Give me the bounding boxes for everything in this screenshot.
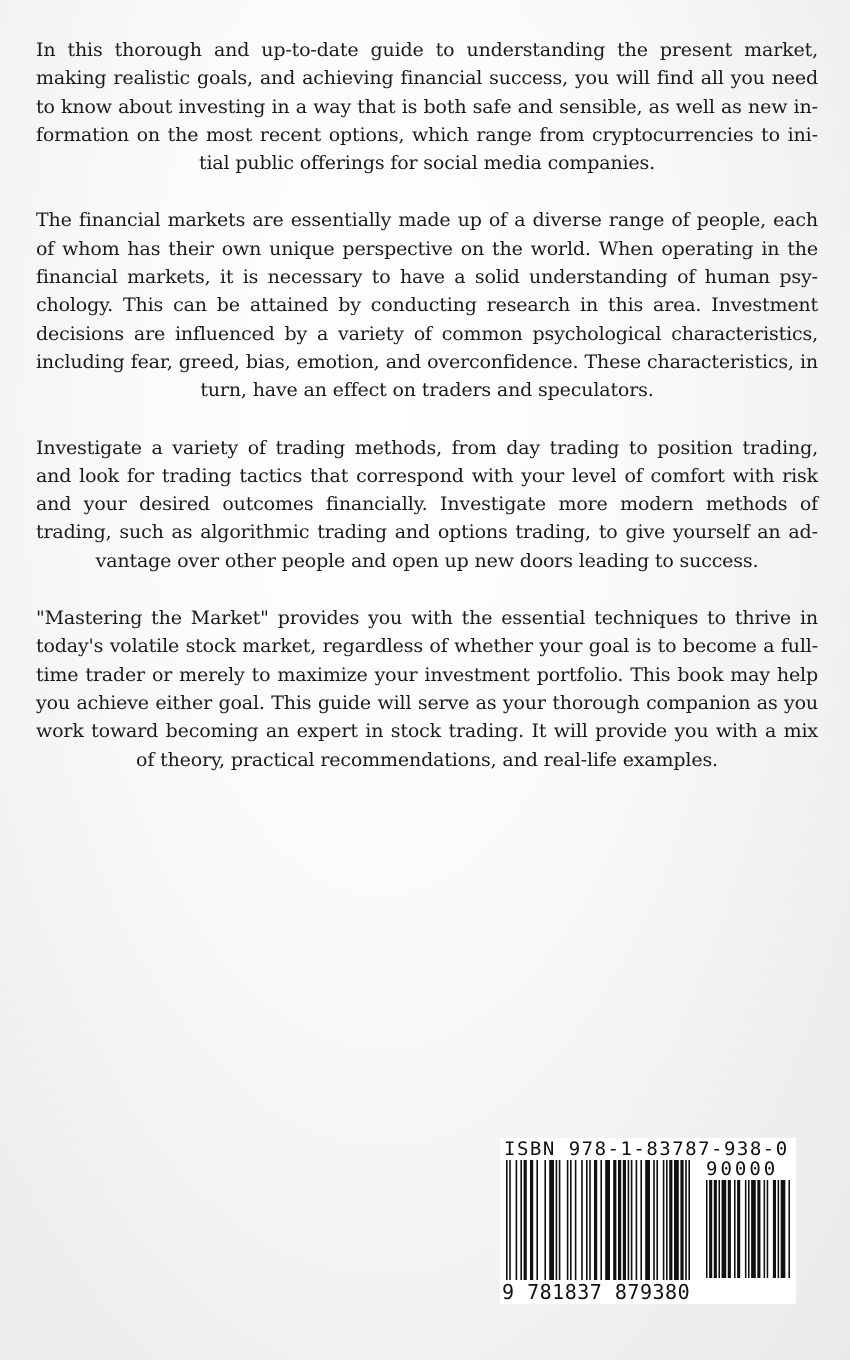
barcode-bar [618,1160,621,1280]
blurb-paragraph-4: "Mastering the Market" provides you with the essential techniques to thrive in today's volatile stock market, regardless of whether your goal is to become a full-time trader or merely to maximize your investment portfolio. This book may help you achieve either goal. This guide will serve as your thorough companion as you work toward becoming an expert in stock trading. It will provide you with a mix of theory, practical recommendations, and real-life examples. [36,607,818,771]
barcode-bar [773,1180,776,1278]
blurb-paragraph-1: In this thorough and up-to-date guide to understanding the present market, making realistic goals, and achieving financial success, you will find all you need to know about investing in a way that is both safe and sensible, as well as new information on the most recent options, which range from cryptocurrencies to initial public offerings for social media companies. [36,39,818,175]
isbn-barcode [500,1138,796,1304]
barcode-bar [559,1160,561,1280]
ean13-barcode-bars [506,1160,692,1282]
barcode-bar [549,1160,554,1280]
ean5-addon-bars [706,1180,792,1280]
barcode-bar [666,1160,668,1280]
barcode-bar [767,1180,769,1278]
barcode-bar [669,1160,672,1280]
barcode-bar [509,1160,511,1280]
barcode-bar [520,1160,522,1280]
barcode-bar [636,1160,638,1280]
barcode-bar [605,1160,610,1280]
barcode-bar [788,1180,790,1278]
barcode-bar [714,1180,717,1278]
barcode-bar [506,1160,508,1280]
barcode-bar [748,1180,750,1278]
barcode-bar [653,1160,655,1280]
barcode-bar [645,1160,650,1280]
barcode-bar [640,1160,642,1280]
barcode-bar [623,1160,626,1280]
barcode-bar [536,1160,538,1280]
barcode-bar [745,1180,747,1278]
barcode-bar [764,1180,766,1278]
barcode-bar [757,1180,760,1278]
barcode-bar [570,1160,572,1280]
barcode-bar [544,1160,546,1280]
blurb-paragraph-2: The financial markets are essentially made up of a diverse range of people, each of whom has their own unique perspective on the world. When operating in the financial markets, it is necessary to have a solid understanding of human psychology. This can be attained by conducting research in this area. Investment decisions are influenced by a variety of common psychological characteristics, including fear, greed, bias, emotion, and overconfidence. These characteristics, in turn, have an effect on traders and speculators. [36,209,818,402]
barcode-bar [737,1180,740,1278]
barcode-bar [524,1160,527,1280]
barcode-bar [567,1160,569,1280]
barcode-bar [663,1160,665,1280]
barcode-bar [594,1160,597,1280]
barcode-bar [628,1160,630,1280]
barcode-bar [586,1160,588,1280]
isbn-label: ISBN 978-1-83787-938-0 [504,1138,789,1160]
barcode-bar [722,1180,727,1278]
barcode-bar [688,1160,690,1280]
barcode-bar [706,1180,708,1278]
barcode-bar [656,1160,658,1280]
barcode-bar [516,1160,518,1280]
barcode-bar [709,1180,712,1278]
barcode-bar [674,1160,679,1280]
barcode-bar [751,1180,756,1278]
back-cover-blurb [36,36,818,803]
barcode-bar [781,1180,786,1278]
blurb-paragraph-3: Investigate a variety of trading methods, from day trading to position trading, and look for trading tactics that correspond with your level of comfort with risk and your desired outcomes financially. Investigate more modern methods of trading, such as algorithmic trading and options trading, to give yourself an advantage over other people and open up new doors leading to success. [36,436,818,572]
barcode-bar [613,1160,616,1280]
barcode-bar [778,1180,780,1278]
barcode-bar [581,1160,583,1280]
barcode-bar [556,1160,558,1280]
barcode-bar [589,1160,591,1280]
barcode-bar [575,1160,577,1280]
barcode-bar [685,1160,687,1280]
barcode-bar [728,1180,731,1278]
barcode-bar [734,1180,736,1278]
barcode-bar [680,1160,683,1280]
barcode-bar [718,1180,720,1278]
price-code: 90000 [706,1158,779,1180]
barcode-bar [600,1160,602,1280]
barcode-digits: 9 781837 879380 [502,1280,691,1304]
barcode-bar [530,1160,533,1280]
barcode-bar [631,1160,633,1280]
